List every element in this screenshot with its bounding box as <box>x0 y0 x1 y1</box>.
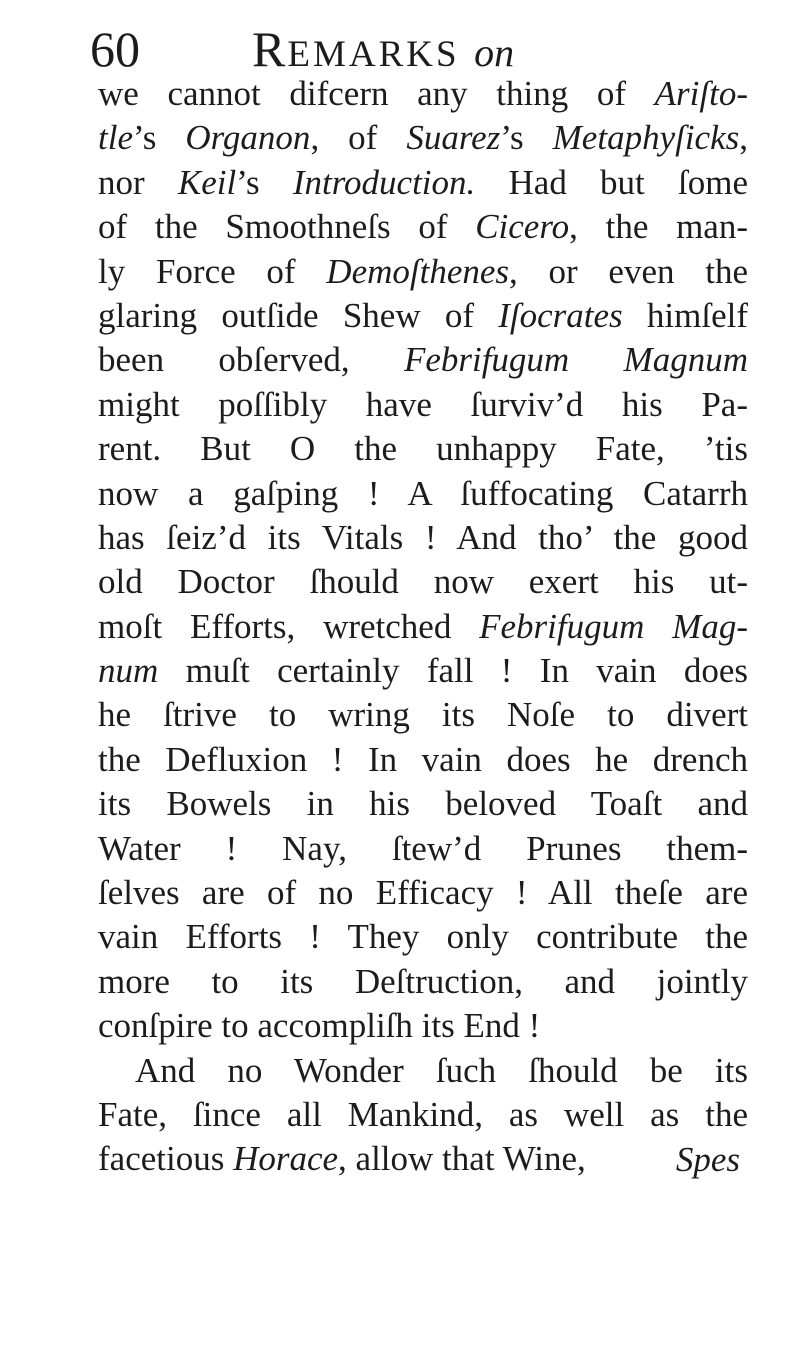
catchword: Spes <box>675 1140 740 1179</box>
text-run: himſelf <box>622 295 748 335</box>
text-line <box>98 294 748 338</box>
text-line <box>98 250 748 294</box>
text-line <box>98 516 748 560</box>
italic-text: Febrifugum Mag- <box>479 606 748 646</box>
text-run: ’s <box>500 118 553 158</box>
italic-text: Demoſthenes <box>326 251 510 291</box>
text-run: might poſſibly have ſurviv’d his Pa- <box>98 384 748 424</box>
text-line <box>98 827 748 871</box>
italic-text: Cicero <box>475 207 570 247</box>
italic-text: Iſocrates <box>498 295 623 335</box>
text-run: moſt Efforts, wretched <box>98 606 480 646</box>
text-run: , <box>739 118 748 158</box>
text-run: Fate, ſince all Mankind, as well as the <box>98 1094 748 1134</box>
text-run: more to its Deſtruction, and jointly <box>98 961 748 1001</box>
text-line <box>98 605 748 649</box>
text-run: , the man- <box>569 207 748 247</box>
running-head-small-caps: EMARKS <box>287 34 460 75</box>
text-line <box>98 1137 748 1181</box>
text-run: ’s <box>132 118 186 158</box>
text-line <box>98 72 748 116</box>
text-line <box>98 116 748 160</box>
italic-text: Keil <box>177 162 237 202</box>
text-line <box>98 427 748 471</box>
text-run: , allow that Wine, <box>338 1139 586 1179</box>
text-run: he ſtrive to wring its Noſe to divert <box>98 695 748 735</box>
italic-text: Suarez <box>406 118 501 158</box>
text-run: glaring outſide Shew of <box>98 295 499 335</box>
text-run: ly Force of <box>98 251 327 291</box>
text-run: nor <box>98 162 178 202</box>
text-line <box>98 693 748 737</box>
italic-text: num <box>98 651 159 691</box>
text-run: the Defluxion ! In vain does he drench <box>98 739 748 779</box>
italic-text: Introduction. <box>292 162 476 202</box>
italic-text: Febrifugum Magnum <box>403 340 748 380</box>
text-line <box>98 1049 748 1093</box>
text-line <box>98 560 748 604</box>
text-line <box>98 738 748 782</box>
text-line <box>98 472 748 516</box>
italic-text: Metaphyſicks <box>552 118 740 158</box>
text-run: , or even the <box>509 251 748 291</box>
text-line <box>98 960 748 1004</box>
text-run: vain Efforts ! They only contribute the <box>98 917 748 957</box>
text-run: And no Wonder ſuch ſhould be its <box>135 1050 748 1090</box>
text-run: ſelves are of no Efficacy ! All theſe are <box>98 873 748 913</box>
italic-text: Horace <box>233 1139 339 1179</box>
italic-text: tle <box>98 118 133 158</box>
text-run: ’s <box>236 162 293 202</box>
text-run: conſpire to accompliſh its End ! <box>98 1006 541 1046</box>
text-run: rent. But O the unhappy Fate, ’tis <box>98 429 748 469</box>
text-run: Water ! Nay, ſtew’d Prunes them- <box>98 828 748 868</box>
running-head-italic: on <box>474 30 515 75</box>
text-line <box>98 871 748 915</box>
text-run: now a gaſping ! A ſuffocating Catarrh <box>98 473 748 513</box>
text-line <box>98 1093 748 1137</box>
text-line <box>98 782 748 826</box>
text-line <box>98 1004 748 1048</box>
text-run: has ſeiz’d its Vitals ! And tho’ the good <box>98 517 748 557</box>
text-run: old Doctor ſhould now exert his ut- <box>98 562 748 602</box>
italic-text: Organon <box>185 118 311 158</box>
text-run: been obſerved, <box>98 340 404 380</box>
text-line <box>98 383 748 427</box>
text-run: of the Smoothneſs of <box>98 207 476 247</box>
running-head-initial: R <box>252 21 288 77</box>
text-line <box>98 205 748 249</box>
text-run: its Bowels in his beloved Toaſt and <box>98 784 748 824</box>
text-run: we cannot difcern any thing of <box>98 74 655 113</box>
body-text <box>98 72 748 1182</box>
page-number: 60 <box>90 21 140 77</box>
text-line <box>98 338 748 382</box>
text-run: facetious <box>98 1139 234 1179</box>
text-line <box>98 649 748 693</box>
text-run: Had but ſome <box>475 162 748 202</box>
text-run: muſt certainly fall ! In vain does <box>158 651 748 691</box>
italic-text: Ariſto- <box>654 74 748 113</box>
text-line <box>98 161 748 205</box>
text-line <box>98 915 748 959</box>
text-run: , of <box>310 118 407 158</box>
